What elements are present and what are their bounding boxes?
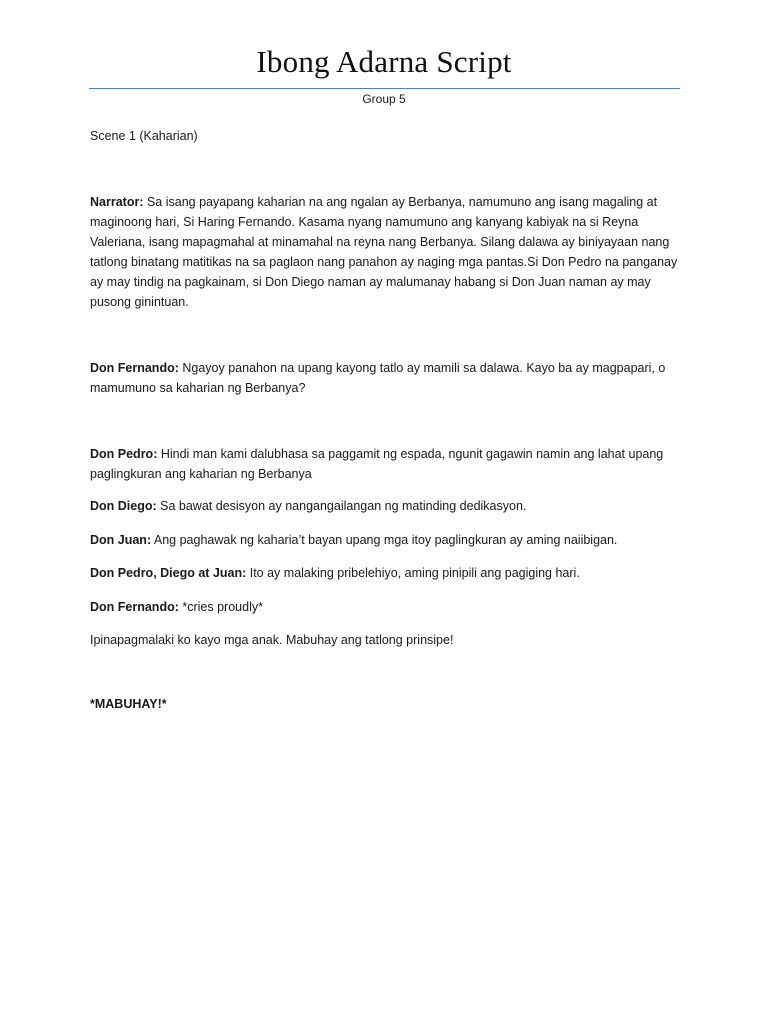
dialogue-three-princes bbox=[90, 563, 680, 583]
speaker-label: Don Pedro, Diego at Juan: bbox=[90, 566, 247, 580]
speaker-label: Don Fernando: bbox=[90, 361, 179, 375]
speaker-label: Don Juan: bbox=[90, 533, 152, 547]
scene-heading: Scene 1 (Kaharian) bbox=[90, 129, 198, 143]
dialogue-don-juan bbox=[90, 530, 680, 550]
narrator-paragraph bbox=[90, 192, 680, 312]
speaker-label: Don Diego: bbox=[90, 499, 157, 513]
dialogue-don-fernando bbox=[90, 358, 680, 398]
document-title: Ibong Adarna Script bbox=[256, 44, 512, 79]
dialogue-don-pedro bbox=[90, 444, 680, 484]
dialogue-text: *cries proudly* bbox=[178, 600, 263, 614]
group-label: Group 5 bbox=[362, 92, 406, 106]
dialogue-text: Sa bawat desisyon ay nangangailangan ng matinding dedikasyon. bbox=[156, 499, 527, 513]
closing-line: Ipinapagmalaki ko kayo mga anak. Mabuhay ang tatlong prinsipe! bbox=[90, 633, 454, 647]
final-cheer: *MABUHAY!* bbox=[90, 697, 167, 711]
speaker-label: Don Pedro: bbox=[90, 447, 158, 461]
dialogue-don-fernando-cries bbox=[90, 597, 680, 617]
dialogue-don-diego bbox=[90, 496, 680, 516]
speaker-label: Narrator: bbox=[90, 195, 144, 209]
dialogue-text: Sa isang payapang kaharian na ang ngalan ay Berbanya, namumuno ang isang magaling at maginoong hari, Si Haring Fernando. Kasama nyang namumuno ang kanyang kabiyak na si Reyna Valeriana, isang mapagmahal at minamahal na reyna nang Berbanya. Silang dalawa ay biniyayaan nang tatlong binatang matitikas na sa paglaon nang panahon ay naging mga pantas.Si Don Pedro na panganay ay may tindig na pagkainam, si Don Diego naman ay malumanay habang si Don Juan naman ay may pusong ginintuan. bbox=[90, 195, 678, 309]
dialogue-text: Ang paghawak ng kaharia’t bayan upang mga itoy paglingkuran ay aming naiibigan. bbox=[151, 533, 618, 547]
title-divider bbox=[89, 88, 680, 89]
dialogue-text: Ngayoy panahon na upang kayong tatlo ay mamili sa dalawa. Kayo ba ay magpapari, o mamumuno sa kaharian ng Berbanya? bbox=[90, 361, 666, 395]
dialogue-text: Hindi man kami dalubhasa sa paggamit ng espada, ngunit gagawin namin ang lahat upang paglingkuran ang kaharian ng Berbanya bbox=[90, 447, 664, 481]
dialogue-text: Ito ay malaking pribelehiyo, aming pinipili ang pagiging hari. bbox=[246, 566, 580, 580]
speaker-label: Don Fernando: bbox=[90, 600, 179, 614]
